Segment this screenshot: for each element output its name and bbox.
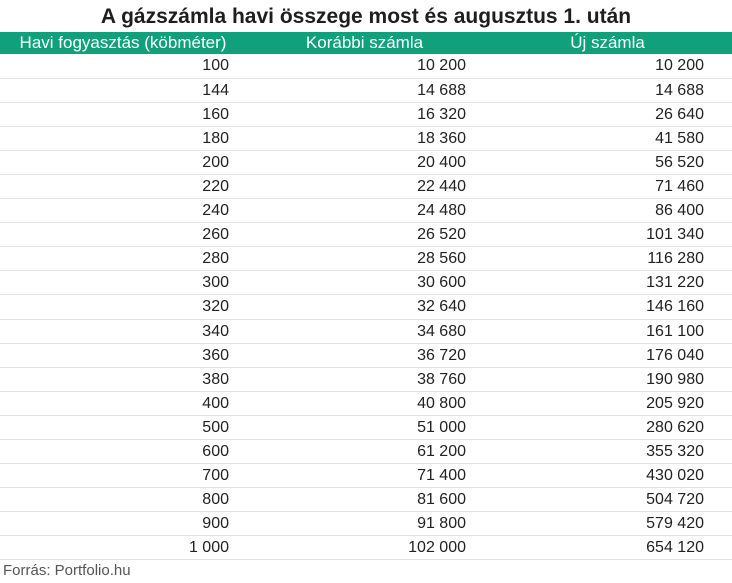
- cell-new-bill: 131 220: [483, 271, 732, 295]
- cell-new-bill: 71 460: [483, 174, 732, 198]
- cell-previous-bill: 102 000: [246, 536, 483, 560]
- cell-consumption: 400: [0, 391, 246, 415]
- cell-consumption: 500: [0, 415, 246, 439]
- cell-consumption: 180: [0, 126, 246, 150]
- cell-consumption: 1 000: [0, 536, 246, 560]
- cell-consumption: 700: [0, 464, 246, 488]
- cell-new-bill: 205 920: [483, 391, 732, 415]
- cell-previous-bill: 18 360: [246, 126, 483, 150]
- table-row: [0, 415, 732, 439]
- cell-consumption: 360: [0, 343, 246, 367]
- column-header-new-bill: Új számla: [570, 33, 645, 52]
- cell-new-bill: 280 620: [483, 415, 732, 439]
- cell-consumption: 220: [0, 174, 246, 198]
- table-row: [0, 319, 732, 343]
- table-row: [0, 126, 732, 150]
- table-row: [0, 536, 732, 560]
- table-row: [0, 488, 732, 512]
- table-row: [0, 150, 732, 174]
- table-row: [0, 174, 732, 198]
- table-row: [0, 464, 732, 488]
- cell-consumption: 600: [0, 440, 246, 464]
- cell-previous-bill: 24 480: [246, 199, 483, 223]
- table-row: [0, 391, 732, 415]
- cell-previous-bill: 10 200: [246, 54, 483, 78]
- cell-consumption: 280: [0, 247, 246, 271]
- cell-new-bill: 116 280: [483, 247, 732, 271]
- cell-new-bill: 190 980: [483, 367, 732, 391]
- table-row: [0, 271, 732, 295]
- table-row: [0, 343, 732, 367]
- cell-previous-bill: 30 600: [246, 271, 483, 295]
- cell-new-bill: 504 720: [483, 488, 732, 512]
- cell-consumption: 300: [0, 271, 246, 295]
- table-row: [0, 440, 732, 464]
- cell-new-bill: 14 688: [483, 78, 732, 102]
- cell-consumption: 340: [0, 319, 246, 343]
- chart-title: A gázszámla havi összege most és augusztus 1. után: [100, 5, 632, 28]
- cell-consumption: 380: [0, 367, 246, 391]
- cell-consumption: 144: [0, 78, 246, 102]
- data-table: [0, 32, 732, 560]
- cell-new-bill: 41 580: [483, 126, 732, 150]
- cell-previous-bill: 91 800: [246, 512, 483, 536]
- cell-new-bill: 654 120: [483, 536, 732, 560]
- cell-consumption: 260: [0, 223, 246, 247]
- cell-new-bill: 161 100: [483, 319, 732, 343]
- cell-consumption: 240: [0, 199, 246, 223]
- table-row: [0, 102, 732, 126]
- cell-previous-bill: 71 400: [246, 464, 483, 488]
- cell-new-bill: 430 020: [483, 464, 732, 488]
- cell-previous-bill: 61 200: [246, 440, 483, 464]
- cell-consumption: 320: [0, 295, 246, 319]
- cell-new-bill: 146 160: [483, 295, 732, 319]
- cell-consumption: 200: [0, 150, 246, 174]
- cell-previous-bill: 28 560: [246, 247, 483, 271]
- cell-previous-bill: 16 320: [246, 102, 483, 126]
- table-row: [0, 54, 732, 78]
- cell-consumption: 100: [0, 54, 246, 78]
- cell-new-bill: 86 400: [483, 199, 732, 223]
- cell-previous-bill: 20 400: [246, 150, 483, 174]
- cell-previous-bill: 34 680: [246, 319, 483, 343]
- table-row: [0, 247, 732, 271]
- cell-new-bill: 176 040: [483, 343, 732, 367]
- cell-new-bill: 579 420: [483, 512, 732, 536]
- cell-previous-bill: 81 600: [246, 488, 483, 512]
- cell-new-bill: 26 640: [483, 102, 732, 126]
- table-row: [0, 367, 732, 391]
- table-row: [0, 78, 732, 102]
- cell-new-bill: 10 200: [483, 54, 732, 78]
- cell-consumption: 900: [0, 512, 246, 536]
- table-row: [0, 512, 732, 536]
- cell-consumption: 800: [0, 488, 246, 512]
- cell-new-bill: 355 320: [483, 440, 732, 464]
- table-header-row: [0, 32, 732, 54]
- cell-new-bill: 56 520: [483, 150, 732, 174]
- table-row: [0, 223, 732, 247]
- column-header-previous-bill: Korábbi számla: [305, 33, 424, 52]
- table-row: [0, 199, 732, 223]
- cell-previous-bill: 22 440: [246, 174, 483, 198]
- table-row: [0, 295, 732, 319]
- cell-previous-bill: 14 688: [246, 78, 483, 102]
- cell-previous-bill: 40 800: [246, 391, 483, 415]
- column-header-consumption: Havi fogyasztás (köbméter): [19, 33, 227, 52]
- cell-previous-bill: 36 720: [246, 343, 483, 367]
- cell-previous-bill: 32 640: [246, 295, 483, 319]
- source-note: Forrás: Portfolio.hu: [3, 562, 131, 579]
- cell-consumption: 160: [0, 102, 246, 126]
- cell-new-bill: 101 340: [483, 223, 732, 247]
- cell-previous-bill: 26 520: [246, 223, 483, 247]
- table-body: [0, 54, 732, 560]
- cell-previous-bill: 51 000: [246, 415, 483, 439]
- cell-previous-bill: 38 760: [246, 367, 483, 391]
